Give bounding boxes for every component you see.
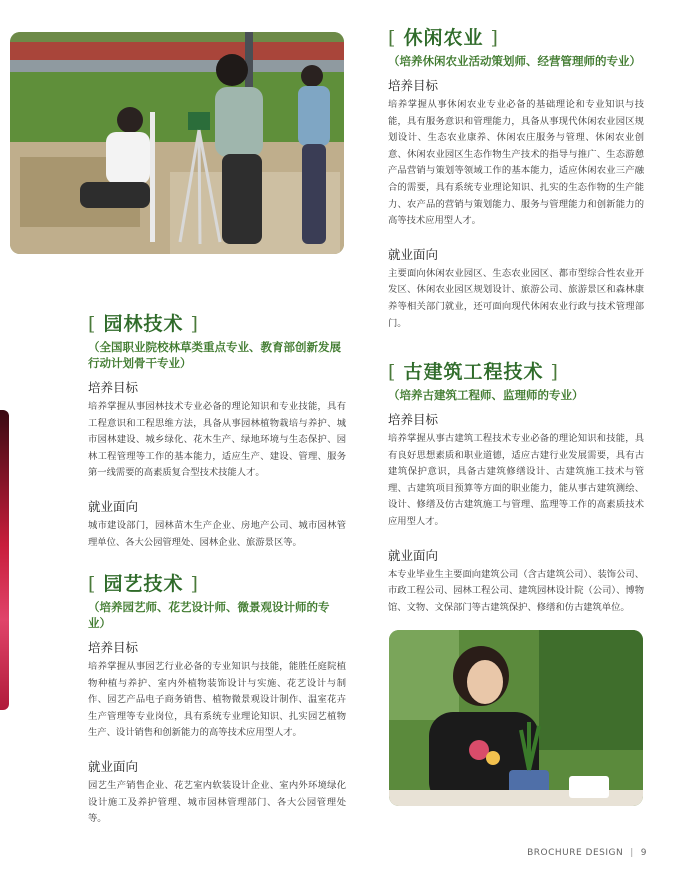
goal-heading: 培养目标 [388,412,439,427]
section-landscape-technology [88,312,346,551]
section-title: [ 古建筑工程技术 ] [388,361,559,383]
goal-heading: 培养目标 [88,380,139,395]
job-heading: 就业面向 [388,547,439,563]
section-title-text: 园林技术 [103,313,184,335]
section-title: [ 园林技术 ] [88,313,199,335]
survey-students-photo [10,32,344,254]
goal-heading: 培养目标 [388,78,439,93]
job-text: 主要面向休闲农业园区、生态农业园区、都市型综合性农业开发区、休闲农业园区规划设计、旅游公司、旅游景区和森林康养等相关部门就业，还可面向现代休闲农业行政与技术管理部门。 [388,267,644,329]
section-leisure-agriculture [388,26,644,332]
job-heading: 就业面向 [88,758,139,774]
goal-heading: 培养目标 [88,640,139,655]
footer-label: BROCHURE DESIGN [527,848,624,858]
section-title-text: 古建筑工程技术 [403,361,544,383]
section-horticulture [88,572,346,828]
section-title: [ 休闲农业 ] [388,27,499,49]
section-title: [ 园艺技术 ] [88,573,199,595]
plant-student-photo [389,630,643,806]
goal-text: 培养掌握从事园艺行业必备的专业知识与技能，能胜任庭院植物种植与养护、室内外植物装饰设计与实施、花艺设计与制作、园艺产品电子商务销售、植物微景观设计制作、温室花卉生产管理等专业岗位，具有系统专业理论知识、扎实园艺植物生产、设计销售和创新能力的高等技术应用型人才。 [88,661,346,739]
job-text: 城市建设部门，园林苗木生产企业、房地产公司、城市园林管理单位、各大公园管理处、园林企业、旅游景区等。 [88,519,346,548]
job-heading: 就业面向 [388,246,439,262]
goal-text: 培养掌握从事古建筑工程技术专业必备的理论知识和技能，具有良好思想素质和职业道德，适应古建行业发展需要，具有古建筑保护意识，具备古建筑修缮设计、古建筑施工技术与管理、古建筑项目预算等方面的职业能力，能从事古建筑测绘、设计、修缮及仿古建筑施工与管理、监理等工作的高素质技术应用型人才。 [388,433,644,527]
page-number: 9 [640,848,647,858]
section-subtitle: （培养古建筑工程师、监理师的专业） [388,388,584,402]
footer-separator: | [630,848,634,858]
section-subtitle: （培养休闲农业活动策划师、经营管理师的专业） [388,54,641,68]
goal-text: 培养掌握从事休闲农业专业必备的基础理论和专业知识与技能，具有服务意识和管理能力，具备从事现代休闲农业园区规划设计、生态农业康养、休闲农庄服务与管理、休闲农业创意、休闲农业园区生态作物生产技术的指导与推广、生态游憩产品营销与策划等领域工作的基本能力，适应休闲农业三产融合的需要，具有系统专业理论知识、扎实的生态作物的生产能力、农产品的营销与策划能力、服务与管理能力和创新能力的高等技术应用型人才。 [388,99,644,227]
goal-text: 培养掌握从事园林技术专业必备的理论知识和专业技能，具有工程意识和工程思维方法，具备从事园林植物栽培与养护、城市园林建设、城乡绿化、花木生产、绿地环境与生态保护、园林工程管理等工作的基本能力，适应生产、建设、管理、服务第一线需要的高素质复合型技术技能人才。 [88,401,346,479]
section-subtitle: （培养园艺师、花艺设计师、微景观设计师的专业） [88,600,330,630]
job-text: 本专业毕业生主要面向建筑公司（含古建筑公司）、装饰公司、市政工程公司、园林工程公司、建筑园林设计院（公司）、博物馆、文物、文保部门等古建筑保护、修缮和仿古建筑单位。 [388,568,644,613]
job-text: 园艺生产销售企业、花艺室内软装设计企业、室内外环境绿化设计施工及养护管理、城市园林管理部门、各大公园管理处等。 [88,779,346,825]
section-ancient-architecture [388,360,644,616]
job-heading: 就业面向 [88,498,139,514]
section-subtitle: （全国职业院校林草类重点专业、教育部创新发展行动计划骨干专业） [88,340,341,370]
section-title-text: 园艺技术 [103,573,184,595]
decorative-red-strip [0,410,9,710]
section-title-text: 休闲农业 [403,27,484,49]
page-footer [527,848,647,858]
